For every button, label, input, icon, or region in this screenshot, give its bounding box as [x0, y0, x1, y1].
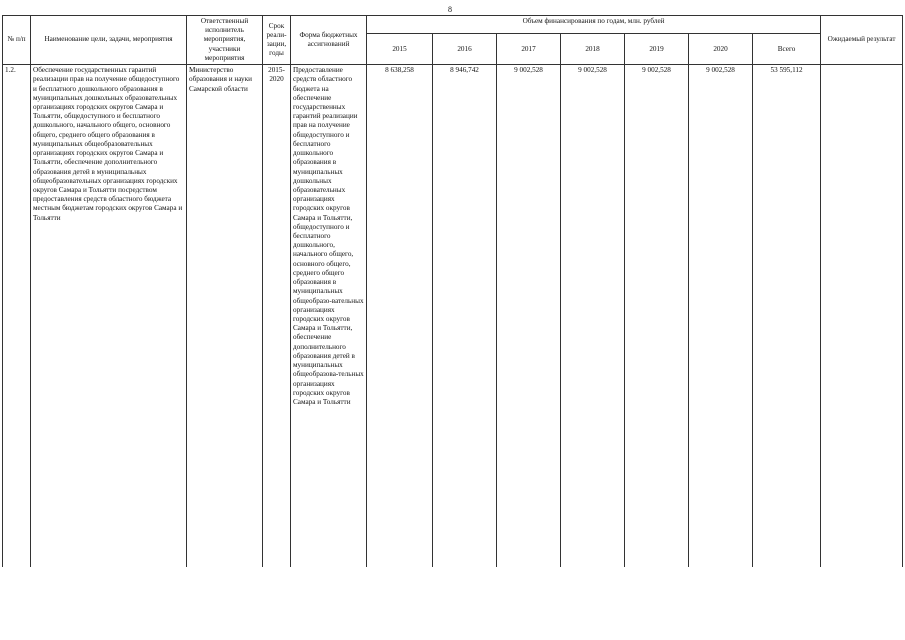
header-number: № п/п — [3, 16, 31, 65]
header-row-top — [3, 16, 903, 34]
header-expected-result: Ожидаемый результат — [821, 16, 903, 65]
row-period: 2015-2020 — [263, 65, 291, 568]
row-value-2018: 9 002,528 — [561, 65, 625, 568]
header-year-2018: 2018 — [561, 34, 625, 65]
header-total: Всего — [753, 34, 821, 65]
row-value-2019: 9 002,528 — [625, 65, 689, 568]
page-number: 8 — [448, 5, 452, 14]
row-activity-name: Обеспечение государственных гарантий реализации прав на получение общедоступного и бесплатного дошкольного образования в муниципальных дошкольных образовательных организациях городских округов Самара и Тольятти, общедоступного и бесплатного дошкольного, начального общего, основного общего, среднего общего образования в муниципальных общеобразовательных организациях городских округов Самара и Тольятти, обеспечение дополнительного образования детей в муниципальных общеобразовательных организациях городских округов Самара и Тольятти посредством предоставления средств областного бюджета местным бюджетам городских округов Самара и Тольятти — [31, 65, 187, 568]
row-value-2020: 9 002,528 — [689, 65, 753, 568]
row-value-total: 53 595,112 — [753, 65, 821, 568]
row-value-2016: 8 946,742 — [433, 65, 497, 568]
row-budget-form: Предоставление средств областного бюджета на обеспечение государственных гарантий реализации прав на получение общедоступного и бесплатного дошкольного образования в муниципальных дошкольных образовательных организациях городских округов Самара и Тольятти, общедоступного и бесплатного дошкольного, начального общего, основного общего, среднего общего образования в муниципальных общеобразо-вательных организациях городских округов Самара и Тольятти, обеспечение дополнительного образования детей в муниципальных общеобразова-тельных организациях городских округов Самара и Тольятти — [291, 65, 367, 568]
header-year-2020: 2020 — [689, 34, 753, 65]
header-period: Срок реали-зации, годы — [263, 16, 291, 65]
table-row — [3, 65, 903, 568]
header-funding-group: Объем финансирования по годам, млн. рублей — [367, 16, 821, 34]
header-form: Форма бюджетных ассигнований — [291, 16, 367, 65]
header-responsible: Ответственный исполнитель мероприятия, участники мероприятия — [187, 16, 263, 65]
header-year-2019: 2019 — [625, 34, 689, 65]
row-responsible: Министерство образования и науки Самарской области — [187, 65, 263, 568]
row-number: 1.2. — [3, 65, 31, 568]
header-year-2015: 2015 — [367, 34, 433, 65]
row-value-2017: 9 002,528 — [497, 65, 561, 568]
header-name: Наименование цели, задачи, мероприятия — [31, 16, 187, 65]
program-activities-table — [2, 15, 903, 567]
header-year-2016: 2016 — [433, 34, 497, 65]
row-value-2015: 8 638,258 — [367, 65, 433, 568]
header-year-2017: 2017 — [497, 34, 561, 65]
row-expected-result — [821, 65, 903, 568]
